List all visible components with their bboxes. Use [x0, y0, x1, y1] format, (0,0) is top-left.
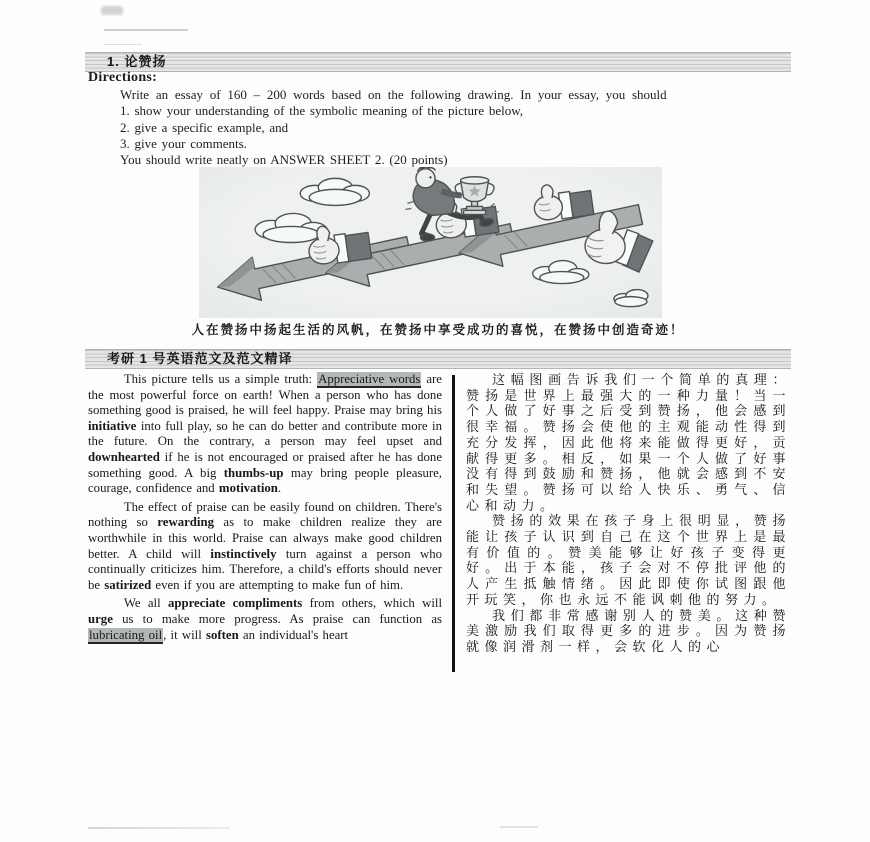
key-term: motivation	[218, 481, 278, 496]
model-essay-heading: 考研 1 号英语范文及范文精译	[107, 351, 293, 366]
directions-line: You should write neatly on ANSWER SHEET 2. (20 points)	[120, 152, 448, 168]
text-run: The effect of praise can be easily found on children. There's nothing so	[88, 499, 442, 530]
text-run: are the most powerful force on earth! When a person who has done something good is praised, he will feel happy. Praise may bring his	[88, 372, 442, 418]
highlighted-term: lubricating oil	[89, 627, 163, 642]
key-term: rewarding	[157, 515, 214, 530]
scan-line-top	[104, 29, 188, 31]
essay-illustration	[199, 167, 662, 318]
illustration-svg	[199, 167, 662, 318]
text-run: We all	[123, 596, 168, 611]
cloud-icon	[533, 261, 589, 284]
text-run: This picture tells us a simple truth:	[123, 372, 318, 386]
directions-line: Write an essay of 160 – 200 words based on the following drawing. In your essay, you should	[120, 87, 667, 102]
chinese-paragraph: 赞扬的效果在孩子身上很明显，赞扬能让孩子认识到自己在这个世界上是最有价值的。赞美能够让好孩子变得更好。出于本能，孩子会对不停批评他的人产生抵触情绪。因此即使你试图跟他开玩笑，你也永远不能讽刺他的努力。	[466, 513, 791, 607]
key-term: thumbs-up	[223, 465, 284, 480]
chinese-paragraph: 我们都非常感谢别人的赞美。这种赞美激励我们取得更多的进步。因为赞扬就像润滑剂一样，会软化人的心	[466, 607, 791, 654]
directions-label: Directions:	[88, 70, 158, 85]
text-run: from others, which will	[302, 596, 442, 611]
english-paragraph	[88, 500, 442, 594]
key-term: urge	[88, 611, 113, 626]
directions-line: 2. give a specific example, and	[120, 119, 289, 135]
thumbs-up-icon	[531, 179, 594, 222]
text-run: .	[277, 481, 282, 496]
directions-text	[120, 87, 770, 168]
english-essay-column	[88, 372, 442, 646]
scan-line-bottom	[88, 827, 230, 829]
man-eye	[429, 176, 431, 178]
directions-line: 1. show your understanding of the symbolic meaning of the picture below,	[120, 103, 524, 119]
cloud-icon	[255, 213, 327, 242]
scan-line-top-2	[104, 44, 142, 45]
cloud-icon	[614, 290, 648, 307]
text-run: into full play, so he can do better and contribute more in the future. On the contrary, a person may feel upset and	[88, 418, 442, 449]
scan-line-bottom-2	[500, 826, 538, 828]
text-run: if he is not encouraged or praised after he has done something good. A big	[88, 449, 442, 480]
text-run: us to make more progress. As praise can function as	[112, 611, 442, 626]
key-term: initiative	[88, 418, 137, 433]
key-term: downhearted	[88, 449, 160, 464]
key-term: satirized	[104, 577, 152, 592]
english-paragraph	[88, 372, 442, 497]
text-run: an individual's heart	[238, 627, 349, 642]
directions-line: 3. give your comments.	[120, 135, 247, 151]
model-essay-heading-band	[85, 349, 791, 369]
key-term: instinctively	[210, 546, 277, 561]
scan-smudge	[101, 6, 123, 15]
text-run: , it will	[163, 627, 206, 642]
text-run: as to make children realize they are worthwhile in this world. Praise can always make good children better. A child will	[88, 515, 442, 561]
key-term: appreciate compliments	[167, 596, 303, 611]
cloud-icon	[300, 178, 369, 205]
man-head	[416, 169, 435, 188]
man-shoe	[420, 234, 434, 241]
illustration-caption: 人在赞扬中扬起生活的风帆，在赞扬中享受成功的喜悦，在赞扬中创造奇迹！	[191, 323, 685, 337]
chinese-paragraph: 这幅图画告诉我们一个简单的真理：赞扬是世界上最强大的一种力量！当一个人做了好事之后受到赞扬，他会感到很幸福。赞扬会使他的主观能动性得到充分发挥，因此他将来能做得更好，贡献得更多。相反，如果一个人做了好事没有得到鼓励和赞扬，他就会感到不安和失望。赞扬可以给人快乐、勇气、信心和动力。	[466, 372, 791, 513]
text-run: even if you are attempting to make fun of him.	[151, 577, 404, 592]
column-divider	[452, 375, 455, 672]
text-run: turn against a person who continually criticizes him. Therefore, a child's efforts should never be	[88, 546, 442, 592]
english-paragraph	[88, 596, 442, 643]
section-heading: 1. 论赞扬	[107, 54, 167, 69]
chinese-translation-column	[466, 372, 791, 655]
key-term: soften	[205, 627, 239, 642]
text-run: may bring people pleasure, courage, confidence and	[88, 465, 442, 496]
highlighted-term: Appreciative words	[318, 372, 421, 386]
section-heading-band	[85, 52, 791, 72]
